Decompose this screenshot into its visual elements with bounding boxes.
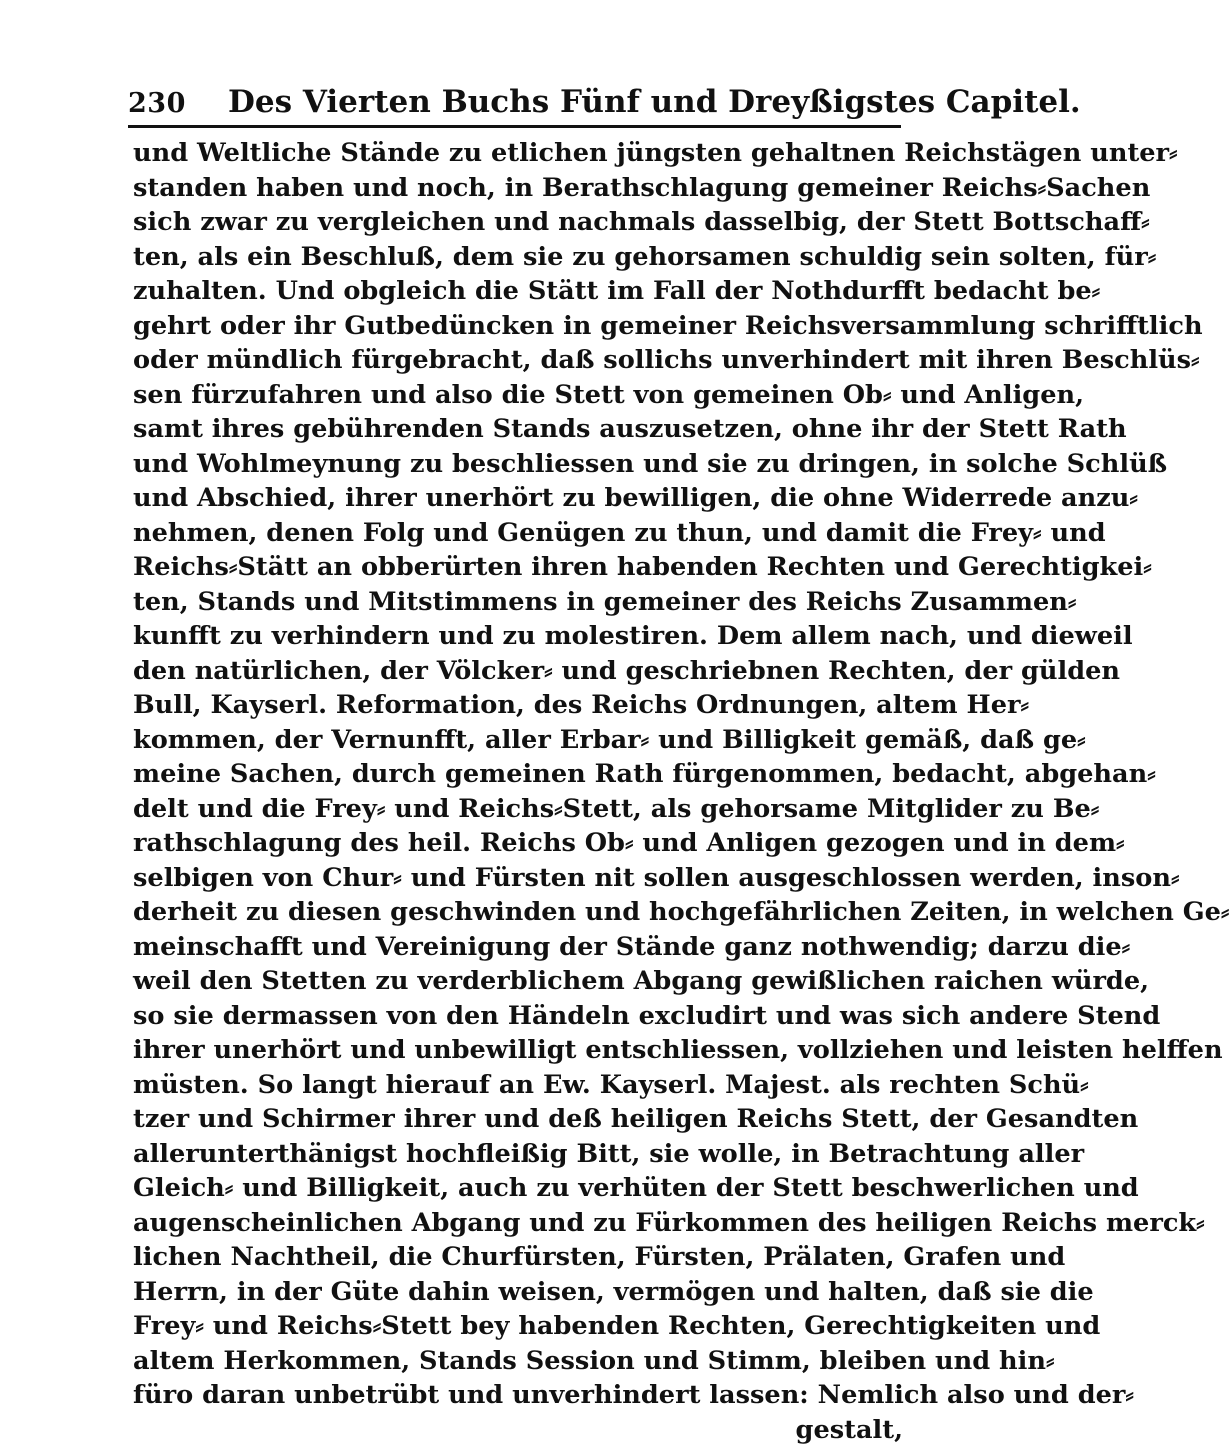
text-line: müsten. So langt hierauf an Ew. Kayserl. Majest. als rechten Schü⸗ [133,1068,903,1103]
text-line: tzer und Schirmer ihrer und deß heiligen Reichs Stett, der Gesandten [133,1102,903,1137]
text-line: so sie dermassen von den Händeln excludirt und was sich andere Stend [133,999,903,1034]
page-number: 230 [128,88,186,119]
text-line: Herrn, in der Güte dahin weisen, vermögen und halten, daß sie die [133,1275,903,1310]
text-line: allerunterthänigst hochfleißig Bitt, sie wolle, in Betrachtung aller [133,1137,903,1172]
text-line: meine Sachen, durch gemeinen Rath fürgenommen, bedacht, abgehan⸗ [133,757,903,792]
text-line: Bull, Kayserl. Reformation, des Reichs Ordnungen, altem Her⸗ [133,688,903,723]
text-line: nehmen, denen Folg und Genügen zu thun, und damit die Frey⸗ und [133,516,903,551]
text-line: samt ihres gebührenden Stands auszusetzen, ohne ihr der Stett Rath [133,412,903,447]
text-line: meinschafft und Vereinigung der Stände ganz nothwendig; darzu die⸗ [133,930,903,965]
text-line: delt und die Frey⸗ und Reichs⸗Stett, als gehorsame Mitglider zu Be⸗ [133,792,903,827]
text-line: Gleich⸗ und Billigkeit, auch zu verhüten der Stett beschwerlichen und [133,1171,903,1206]
text-line: und Weltliche Stände zu etlichen jüngsten gehaltnen Reichstägen unter⸗ [133,136,903,171]
text-line: sich zwar zu vergleichen und nachmals dasselbig, der Stett Bottschaff⸗ [133,205,903,240]
text-line: Reichs⸗Stätt an obberürten ihren habenden Rechten und Gerechtigkei⸗ [133,550,903,585]
text-line: derheit zu diesen geschwinden und hochgefährlichen Zeiten, in welchen Ge⸗ [133,895,903,930]
text-line: altem Herkommen, Stands Session und Stimm, bleiben und hin⸗ [133,1344,903,1379]
text-line: sen fürzufahren und also die Stett von gemeinen Ob⸗ und Anligen, [133,378,903,413]
text-line: zuhalten. Und obgleich die Stätt im Fall der Nothdurfft bedacht be⸗ [133,274,903,309]
body-text [133,136,903,1447]
text-line: augenscheinlichen Abgang und zu Fürkommen des heiligen Reichs merck⸗ [133,1206,903,1241]
running-title: Des Vierten Buchs Fünf und Dreyßigstes Capitel. [228,84,1081,120]
text-line: selbigen von Chur⸗ und Fürsten nit sollen ausgeschlossen werden, inson⸗ [133,861,903,896]
text-line: füro daran unbetrübt und unverhindert lassen: Nemlich also und der⸗ [133,1378,903,1413]
header-rule [128,125,901,128]
text-line-final: gestalt, [133,1413,903,1447]
text-line: lichen Nachtheil, die Churfürsten, Fürsten, Prälaten, Grafen und [133,1240,903,1275]
text-line: standen haben und noch, in Berathschlagung gemeiner Reichs⸗Sachen [133,171,903,206]
text-line: kunfft zu verhindern und zu molestiren. Dem allem nach, und dieweil [133,619,903,654]
text-line: Frey⸗ und Reichs⸗Stett bey habenden Rechten, Gerechtigkeiten und [133,1309,903,1344]
text-line: und Abschied, ihrer unerhört zu bewilligen, die ohne Widerrede anzu⸗ [133,481,903,516]
text-line: den natürlichen, der Völcker⸗ und geschriebnen Rechten, der gülden [133,654,903,689]
text-line: rathschlagung des heil. Reichs Ob⸗ und Anligen gezogen und in dem⸗ [133,826,903,861]
text-line: weil den Stetten zu verderblichem Abgang gewißlichen raichen würde, [133,964,903,999]
text-line: oder mündlich fürgebracht, daß sollichs unverhindert mit ihren Beschlüs⸗ [133,343,903,378]
text-line: ihrer unerhört und unbewilligt entschliessen, vollziehen und leisten helffen [133,1033,903,1068]
text-line: ten, Stands und Mitstimmens in gemeiner des Reichs Zusammen⸗ [133,585,903,620]
page-header [128,82,908,126]
text-line: kommen, der Vernunfft, aller Erbar⸗ und Billigkeit gemäß, daß ge⸗ [133,723,903,758]
text-line: ten, als ein Beschluß, dem sie zu gehorsamen schuldig sein solten, für⸗ [133,240,903,275]
text-line: und Wohlmeynung zu beschliessen und sie zu dringen, in solche Schlüß [133,447,903,482]
text-line: gehrt oder ihr Gutbedüncken in gemeiner Reichsversammlung schrifftlich [133,309,903,344]
